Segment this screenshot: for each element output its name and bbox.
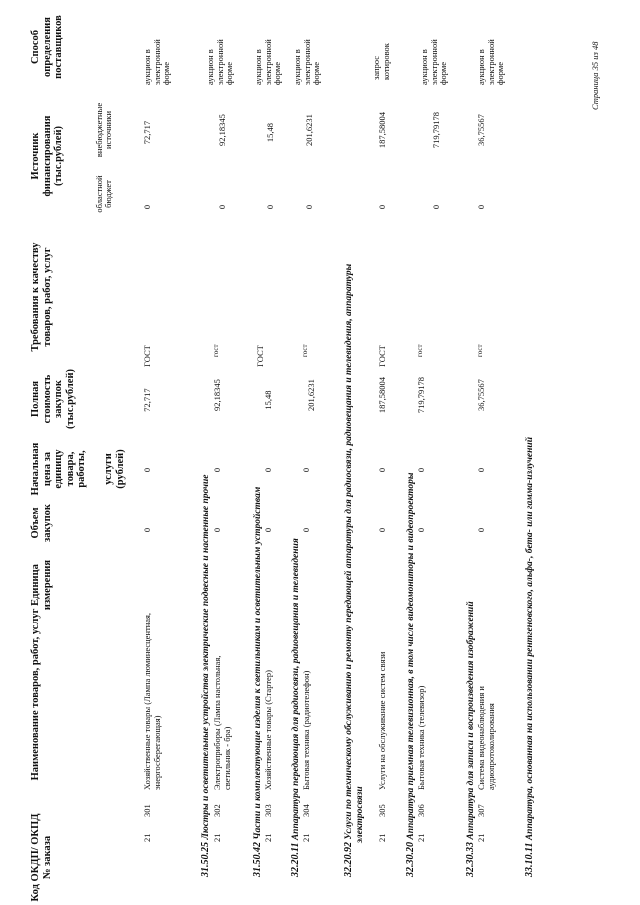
row-4-price: 0: [301, 467, 311, 473]
row-2-code-a: 21: [212, 833, 222, 842]
row-1-method: аукцион в электронной форме: [142, 39, 172, 85]
section-32-20-11: [290, 538, 301, 877]
row-4-requirements: гост: [301, 344, 309, 357]
row-5-total: 187,58004: [377, 376, 387, 414]
row-7-method: аукцион в электронной форме: [476, 39, 506, 85]
row-2-name: Электроприборы (Лампа настольная, светильник - бра): [212, 655, 232, 790]
row-6-total: 719,79178: [416, 376, 426, 414]
row-4-code-b: 304: [301, 804, 311, 817]
row-3-code-a: 21: [263, 833, 273, 842]
row-6-volume: 0: [416, 527, 426, 533]
row-3-total: 15,48: [263, 390, 273, 410]
section-code: 33.10.11: [524, 842, 535, 877]
section-code: 32.20.11: [290, 842, 301, 877]
row-6-requirements: гост: [416, 344, 424, 357]
row-3-volume: 0: [263, 527, 273, 533]
row-4-name: Бытовая техника (радиотелефон): [301, 670, 311, 790]
row-4-code-a: 21: [301, 833, 311, 842]
section-code: 31.50.25: [200, 842, 211, 877]
row-4-method: аукцион в электронной форме: [292, 39, 322, 85]
row-6-name: Бытовая техника (телевизор): [416, 685, 426, 790]
row-2-regional: 0: [217, 204, 227, 210]
row-6-code-a: 21: [416, 833, 426, 842]
row-7-code-b: 307: [476, 804, 486, 817]
row-4-offbudget: 201,6231: [304, 114, 314, 146]
row-6-price: 0: [416, 467, 426, 473]
row-3-regional: 0: [265, 204, 275, 210]
row-5-code-a: 21: [377, 833, 387, 842]
section-32-30-33: [465, 601, 476, 877]
section-code: 32.20.92: [343, 842, 354, 877]
section-33-10-11: [524, 437, 535, 877]
section-code: 32.30.33: [465, 842, 476, 877]
row-2-price: 0: [212, 467, 222, 473]
row-1-offbudget: 72,717: [142, 120, 152, 145]
row-2-total: 92,18345: [212, 379, 222, 411]
row-7-total: 36,75567: [476, 379, 486, 411]
page-number: Страница 35 из 48: [590, 41, 600, 110]
section-title: Люстры и осветительные устройства электрические подвесные и настенные прочие: [201, 474, 211, 840]
row-3-price: 0: [263, 467, 273, 473]
section-title: Аппаратура для записи и воспроизведения изображений: [466, 601, 476, 840]
row-5-method: запрос котировок: [371, 43, 391, 80]
section-32-30-20: [405, 473, 416, 877]
row-7-regional: 0: [476, 204, 486, 210]
section-title: Части и комплектующие изделия к светильникам и осветительным устройствам: [253, 486, 263, 840]
row-4-total: 201,6231: [306, 379, 316, 411]
row-6-regional: 0: [431, 204, 441, 210]
row-1-regional: 0: [142, 204, 152, 210]
row-3-offbudget: 15,48: [265, 122, 275, 143]
header-volume: Объем закупок: [30, 504, 53, 542]
header-price: Начальная цена за единицу товара, работы,: [30, 442, 88, 496]
row-7-code-a: 21: [476, 833, 486, 842]
header-total: Полная стоимость закупок (тыс.рублей): [30, 368, 76, 430]
section-31-50-42: [252, 487, 263, 877]
row-2-offbudget: 92,18345: [217, 114, 227, 146]
row-2-code-b: 302: [212, 804, 222, 817]
row-2-method: аукцион в электронной форме: [205, 39, 235, 85]
section-title: Аппаратура передающая для радиосвязи, радиовещания и телевидения: [291, 538, 301, 841]
row-1-price: 0: [142, 467, 152, 473]
row-6-offbudget: 719,79178: [431, 111, 441, 149]
row-5-price: 0: [377, 467, 387, 473]
row-3-name: Хозяйственные товары (Стартер): [263, 670, 273, 790]
row-3-requirements: ГОСТ: [255, 345, 265, 367]
header-price-sub: услуги (рублей): [103, 449, 126, 489]
row-6-code-b: 306: [416, 804, 426, 817]
row-7-volume: 0: [476, 527, 486, 533]
row-4-regional: 0: [304, 204, 314, 210]
header-unit: Единица измерения: [30, 559, 53, 611]
row-7-requirements: гост: [476, 344, 484, 357]
section-title: Услуги по техническому обслуживанию и ремонту передающей аппаратуры для радиосвязи, радиовещания и телевидения, аппаратуры: [344, 263, 354, 840]
section-title: Аппаратура приемная телевизионная, в том числе видеомониторы и видеопроекторы: [406, 472, 416, 840]
row-6-method: аукцион в электронной форме: [419, 39, 449, 85]
row-1-code-b: 301: [142, 804, 152, 817]
row-7-offbudget: 36,75567: [476, 114, 486, 146]
header-funding: Источник финансирования (тыс.рублей): [30, 115, 65, 197]
section-31-50-25: [200, 474, 211, 877]
row-2-volume: 0: [212, 527, 222, 533]
row-5-requirements: ГОСТ: [377, 345, 387, 367]
header-code: Код ОКДП/ ОКПД № заказа: [30, 813, 53, 902]
row-1-volume: 0: [142, 527, 152, 533]
header-name: Наименование товаров, работ, услуг: [30, 608, 41, 781]
section-32-20-92-continued: электросвязи: [355, 786, 365, 843]
row-3-code-b: 303: [263, 804, 273, 817]
section-code: 31.50.42: [252, 842, 263, 877]
header-funding-offbudget: внебюджетные источники: [94, 102, 114, 158]
row-1-code-a: 21: [142, 833, 152, 842]
row-1-name: Хозяйственные товары (Лампа люминесцентная, энергосберегающая): [142, 612, 162, 790]
row-1-total: 72,717: [142, 388, 152, 412]
row-4-volume: 0: [301, 527, 311, 533]
row-7-price: 0: [476, 467, 486, 473]
row-5-regional: 0: [377, 204, 387, 210]
row-5-name: Услуги на обслуживание систем связи: [377, 651, 387, 790]
header-requirements: Требования к качеству товаров, работ, услуг: [30, 242, 53, 352]
row-3-method: аукцион в электронной форме: [253, 39, 283, 85]
row-1-requirements: ГОСТ: [142, 345, 152, 367]
section-title: Аппаратура, основанная на использовании рентгеновского, альфа-, бета- или гамма-излучений: [525, 437, 535, 841]
row-2-requirements: гост: [212, 344, 220, 357]
row-7-name: Система видеонаблюдения и аудиопротоколирования: [476, 686, 496, 790]
row-5-offbudget: 187,58004: [377, 111, 387, 149]
section-code: 32.30.20: [405, 842, 416, 877]
header-method: Способ определения поставщиков: [30, 15, 65, 79]
section-32-20-92: [343, 264, 354, 877]
row-5-volume: 0: [377, 527, 387, 533]
row-5-code-b: 305: [377, 804, 387, 817]
header-funding-regional: областной бюджет: [94, 175, 114, 213]
